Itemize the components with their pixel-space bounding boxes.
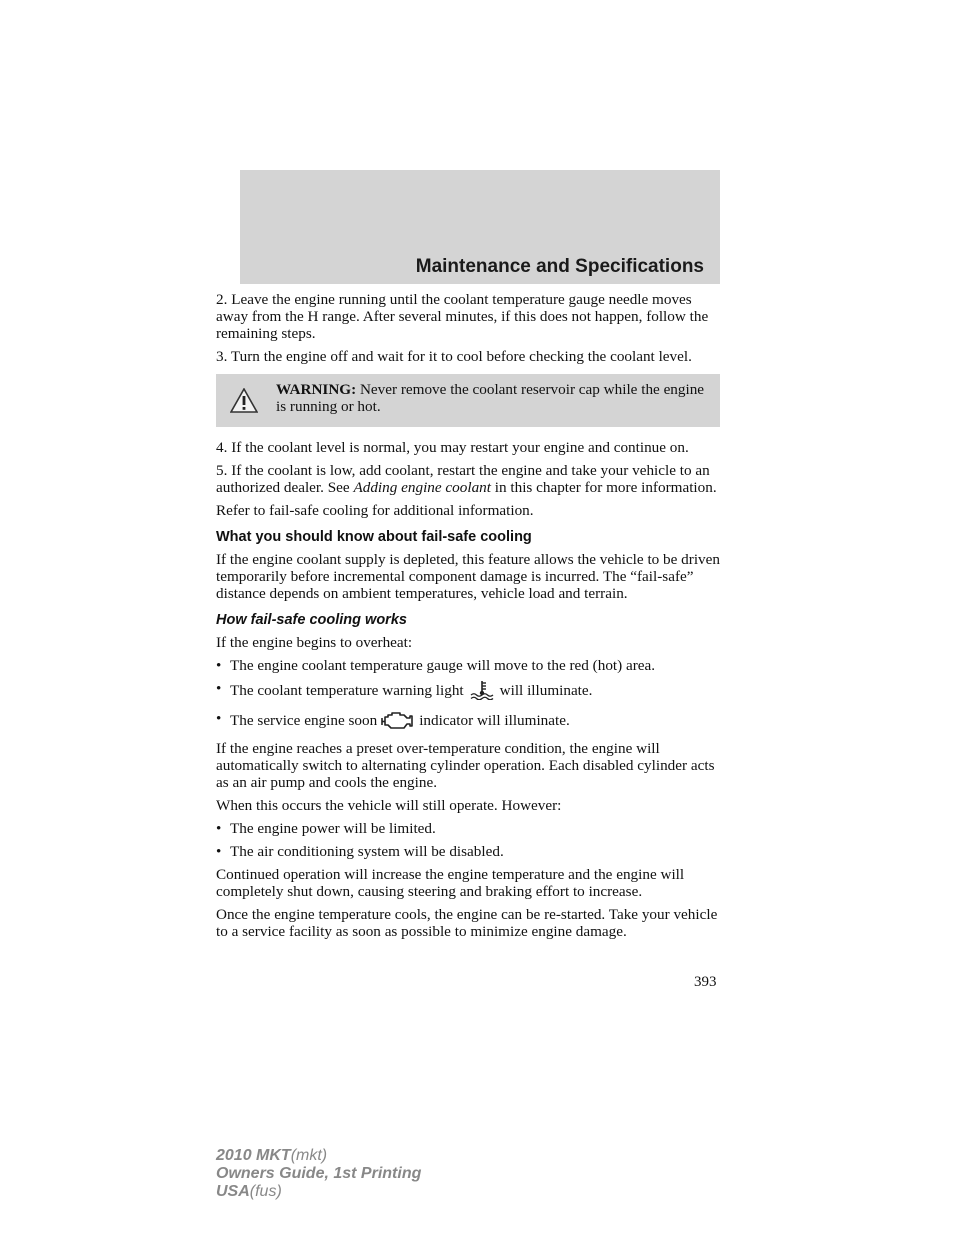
footer-line-1 [216,1147,421,1165]
warning-triangle-icon [226,381,264,417]
when-occurs-paragraph: When this occurs the vehicle will still operate. However: [216,797,562,814]
list-item [216,843,726,860]
bullet-text [230,710,726,734]
warning-body [264,381,710,417]
page-content [216,291,726,946]
step-2-paragraph: 2. Leave the engine running until the coolant temperature gauge needle moves away from the H range. After several minutes, if this does not happen, follow the remaining steps. [216,291,709,342]
warning-text: Never remove the coolant reservoir cap while the engine is running or hot. [276,381,705,415]
step-3-paragraph: 3. Turn the engine off and wait for it to cool before checking the coolant level. [216,348,692,365]
footer-line-3 [216,1183,421,1201]
header-band [240,170,720,284]
overheat-intro: If the engine begins to overheat: [216,634,413,651]
coolant-temperature-icon [468,680,496,704]
warning-box [216,374,720,427]
bullet-text-a: The service engine soon [230,712,378,729]
subsection-heading: How fail-safe cooling works [216,612,407,628]
service-engine-soon-icon [381,710,415,734]
footer-line-2: Owners Guide, 1st Printing [216,1165,422,1182]
list-item [216,820,726,837]
footer-model-code: (mkt) [290,1147,328,1164]
bullet-mark: • [216,657,222,674]
footer [216,1147,421,1201]
bullet-text: The engine power will be limited. [230,820,436,837]
section-intro: If the engine coolant supply is depleted, this feature allows the vehicle to be driven temporarily before incremental component damage is incurred. The “fail-safe” distance depends on ambient temperatures, vehicle load and terrain. [216,551,720,602]
step-5-paragraph [216,462,726,496]
continued-paragraph: Continued operation will increase the engine temperature and the engine will completely shut down, causing steering and braking effort to increase. [216,866,685,900]
warning-label: WARNING: [276,381,357,398]
preset-paragraph: If the engine reaches a preset over-temperature condition, the engine will automatically switch to alternating cylinder operation. Each disabled cylinder acts as an air pump and cools the engine. [216,740,715,791]
bullet-text [230,680,726,704]
bullet-mark: • [216,843,222,860]
bullet-text-a: The coolant temperature warning light [230,682,464,699]
footer-market: USA [216,1183,250,1200]
bullet-text-b: indicator will illuminate. [419,712,570,729]
once-paragraph: Once the engine temperature cools, the engine can be re-started. Take your vehicle to a service facility as soon as possible to minimize engine damage. [216,906,718,940]
adding-engine-coolant-reference: Adding engine coolant [353,479,491,496]
step-4-paragraph: 4. If the coolant level is normal, you may restart your engine and continue on. [216,439,689,456]
page-section-title: Maintenance and Specifications [415,256,704,277]
step-5-text-a: 5. If the coolant is low, add coolant, restart the engine and take your vehicle to an authorized dealer. See [216,462,710,496]
bullet-mark: • [216,710,222,727]
footer-market-code: (fus) [249,1183,282,1200]
list-item [216,680,726,704]
bullet-text: The air conditioning system will be disabled. [230,843,504,860]
refer-paragraph: Refer to fail-safe cooling for additional information. [216,502,534,519]
footer-model: 2010 MKT [216,1147,291,1164]
list-item [216,657,726,674]
section-heading: What you should know about fail-safe cooling [216,529,532,545]
list-item [216,710,726,734]
bullet-text: The engine coolant temperature gauge will move to the red (hot) area. [230,657,656,674]
bullet-mark: • [216,680,222,697]
bullet-mark: • [216,820,222,837]
page-number: 393 [694,974,717,990]
step-5-text-b: in this chapter for more information. [494,479,717,496]
bullet-text-b: will illuminate. [499,682,593,699]
